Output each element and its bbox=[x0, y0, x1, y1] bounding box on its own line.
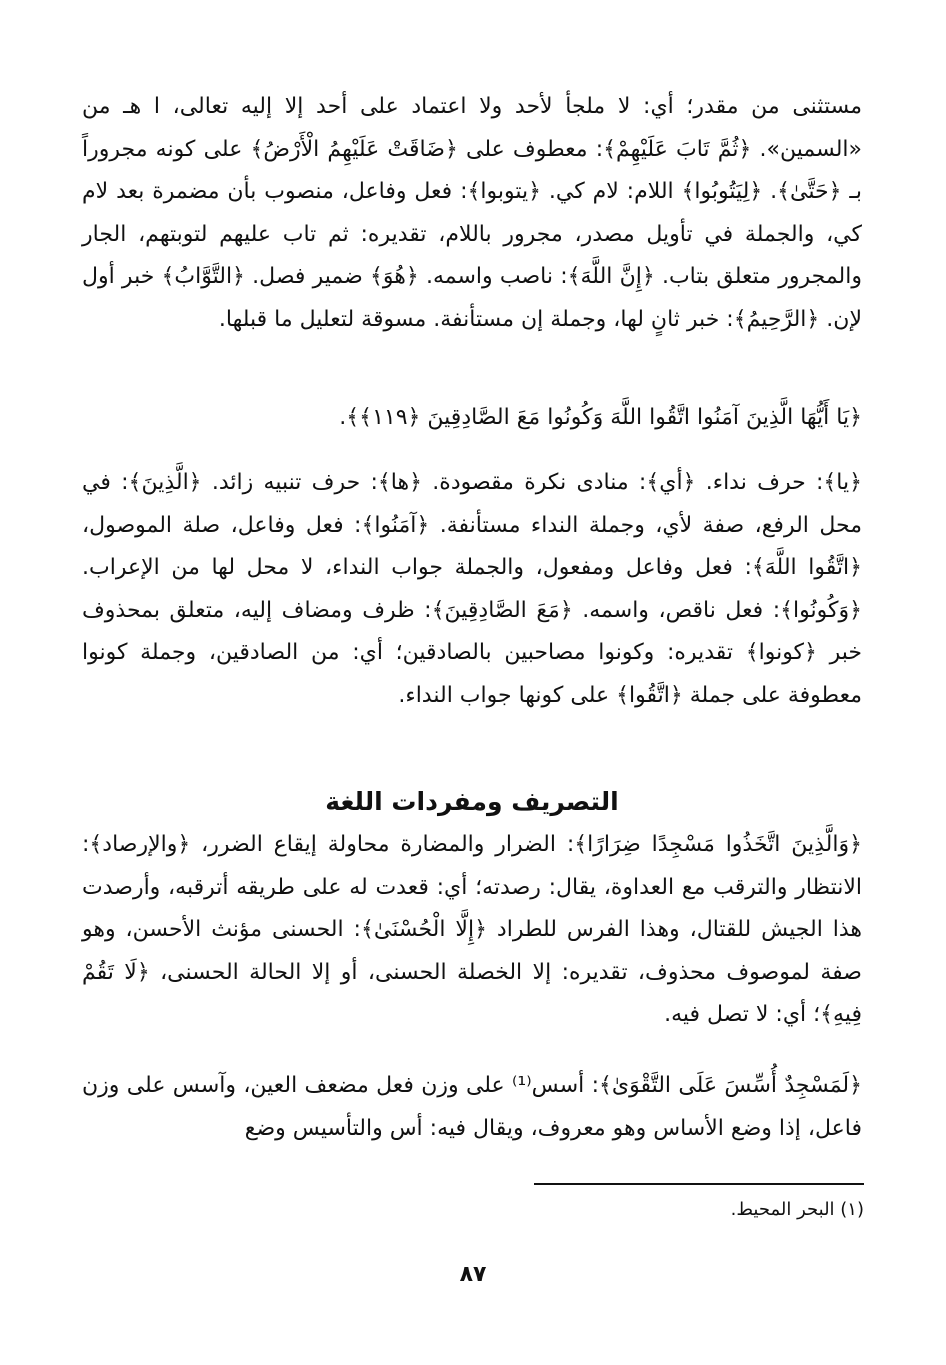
paragraph-1-text: مستثنى من مقدر؛ أي: لا ملجأ لأحد ولا اعتماد على أحد إلا إليه تعالى، ا هـ من «السمين». ﴿ثُمَّ تَابَ عَلَيْهِمْ﴾: معطوف على ﴿ضَاقَتْ عَلَيْهِمُ الْأَرْضُ﴾ على كونه مجروراً بـ ﴿حَتَّىٰ﴾. ﴿لِيَتُوبُوا﴾ اللام: لام كي. ﴿يتوبوا﴾: فعل وفاعل، منصوب بأن مضمرة بعد لام كي، والجملة في تأويل مصدر، مجرور باللام، تقديره: ثم تاب عليهم لتوبتهم، الجار والمجرور متعلق بتاب. ﴿إِنَّ اللَّهَ﴾: ناصب واسمه. ﴿هُوَ﴾ ضمير فصل. ﴿التَّوَّابُ﴾ خبر أول لإن. ﴿الرَّحِيمُ﴾: خبر ثانٍ لها، وجملة إن مستأنفة. مسوقة لتعليل ما قبلها. bbox=[82, 94, 862, 332]
paragraph-1 bbox=[82, 86, 862, 341]
paragraph-4 bbox=[82, 1065, 862, 1150]
quran-verse-text: ﴿يَا أَيُّهَا الَّذِينَ آمَنُوا اتَّقُوا اللَّهَ وَكُونُوا مَعَ الصَّادِقِينَ ﴿١١٩﴾﴾. bbox=[339, 405, 862, 430]
footnote-divider bbox=[534, 1183, 864, 1185]
footnote: (١) البحر المحيط. bbox=[730, 1199, 864, 1220]
paragraph-3 bbox=[82, 824, 862, 1037]
paragraph-2 bbox=[82, 462, 862, 717]
paragraph-4-text: ﴿لَمَسْجِدٌ أُسِّسَ عَلَى التَّقْوَىٰ﴾: أسس⁽¹⁾ على وزن فعل مضعف العين، وآسس على وزن فاعل، إذا وضع الأساس وهو معروف، ويقال فيه: أس والتأسيس وضع bbox=[82, 1073, 863, 1141]
quran-verse bbox=[82, 398, 862, 438]
paragraph-3-text: ﴿وَالَّذِينَ اتَّخَذُوا مَسْجِدًا ضِرَارًا﴾: الضرار والمضارة محاولة إيقاع الضرر، ﴿والإرصاد﴾: الانتظار والترقب مع العداوة، يقال: رصدته؛ أي: قعدت له على طريقه أترقبه، وأرصدت هذا الجيش للقتال، وهذا الفرس للطراد ﴿إِلَّا الْحُسْنَىٰ﴾: الحسنى مؤنث الأحسن، وهو صفة لموصوف محذوف، تقديره: إلا الخصلة الحسنى، أو إلا الحالة الحسنى، ﴿لَا تَقُمْ فِيهِ﴾؛ أي: لا تصل فيه. bbox=[82, 832, 862, 1027]
section-heading: التصريف ومفردات اللغة bbox=[325, 787, 619, 816]
paragraph-2-text: ﴿يا﴾: حرف نداء. ﴿أي﴾: منادى نكرة مقصودة. ﴿ها﴾: حرف تنبيه زائد. ﴿الَّذِينَ﴾: في محل الرفع، صفة لأي، وجملة النداء مستأنفة. ﴿آمَنُوا﴾: فعل وفاعل، صلة الموصول، ﴿اتَّقُوا اللَّهَ﴾: فعل وفاعل ومفعول، والجملة جواب النداء، لا محل لها من الإعراب. ﴿وَكُونُوا﴾: فعل ناقص، واسمه. ﴿مَعَ الصَّادِقِينَ﴾: ظرف ومضاف إليه، متعلق بمحذوف خبر ﴿كونوا﴾ تقديره: وكونوا مصاحبين بالصادقين؛ أي: من الصادقين، وجملة كونوا معطوفة على جملة ﴿اتَّقُوا﴾ على كونها جواب النداء. bbox=[82, 470, 862, 708]
page-number: ٨٧ bbox=[459, 1262, 487, 1287]
